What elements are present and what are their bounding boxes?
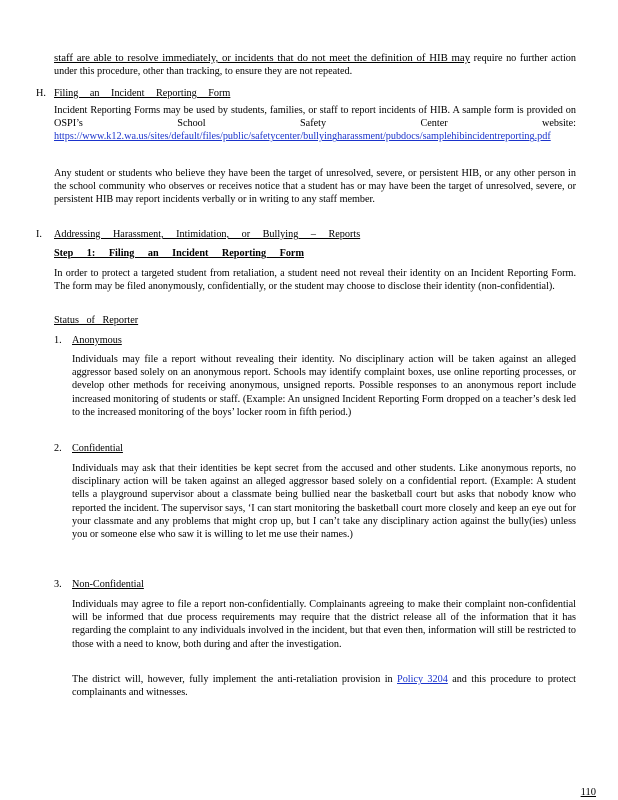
item-2-number: 2. <box>54 443 62 454</box>
step-1-paragraph: In order to protect a targeted student from retaliation, a student need not reveal their identity on an Incident Reporting Form. The form may be filed anonymously, confidentially, or the student may choose to disclose their identity (non-confidential). <box>54 268 576 293</box>
section-i-marker: I. <box>36 229 42 240</box>
item-1-title: Anonymous <box>72 335 122 346</box>
section-h-title: Filing an Incident Reporting Form <box>54 88 231 99</box>
item-2-paragraph: Individuals may ask that their identities be kept secret from the accused and other students. Like anonymous reports, no disciplinary action will be taken against an alleged aggressor based solely on a confidential report. (Example: A student tells a playground supervisor about a classmate being bullied near the basketball court but asks that nobody know who reported the incident. The supervisor says, ‘I can start monitoring the basketball court more closely and keep an eye out for your classmate and any problems that might crop up, but I can’t take any disciplinary action against the bully(ies) unless you or someone else who saw it is willing to let me use their names.) <box>72 463 576 541</box>
page-number: 110 <box>580 787 596 798</box>
item-2-title: Confidential <box>72 443 123 454</box>
carryover-paragraph <box>54 52 576 78</box>
item-3-paragraph-2-post: and this procedure to protect complainants and witnesses. <box>72 674 577 699</box>
section-h-marker: H. <box>36 88 46 99</box>
item-1-number: 1. <box>54 335 62 346</box>
section-h-paragraph-1-text: Incident Reporting Forms may be used by students, families, or staff to report incidents of HIB. A sample form is provided on OSPI’s School Safety Center website: <box>54 105 576 130</box>
status-of-reporter-heading: Status of Reporter <box>54 315 139 326</box>
safety-center-link[interactable]: https://www.k12.wa.us/sites/default/files/public/safetycenter/bullyingharassment/pubdocs/samplehibincidentreporting.pdf <box>54 131 551 143</box>
item-3-paragraph: Individuals may agree to file a report non-confidentially. Complainants agreeing to make their complaint non-confidential will be informed that due process requirements may require that the district release all of the information that it has regarding the complaint to any individuals involved in the incident, but that even then, information will still be restricted to those with a need to know, both during and after the investigation. <box>72 599 576 650</box>
section-i-title: Addressing Harassment, Intimidation, or Bullying – Reports <box>54 229 361 240</box>
section-h-paragraph-1 <box>54 104 576 144</box>
item-3-number: 3. <box>54 579 62 590</box>
section-h-paragraph-2: Any student or students who believe they have been the target of unresolved, severe, or persistent HIB, or any other person in the school community who observes or receives notice that a student has or may have been the target of unresolved, severe, or persistent HIB may report incidents verbally or in writing to any staff member. <box>54 168 576 206</box>
policy-3204-link[interactable]: Policy 3204 <box>397 674 448 685</box>
item-3-paragraph-2-pre: The district will, however, fully implement the anti-retaliation provision in <box>72 674 393 685</box>
carryover-rest: require no further action under this procedure, other than tracking, to ensure they are not repeated. <box>54 53 576 78</box>
carryover-underlined: staff are able to resolve immediately, or incidents that do not meet the definition of HIB may <box>54 52 471 64</box>
step-1-heading: Step 1: Filing an Incident Reporting Form <box>54 248 304 259</box>
item-3-title: Non-Confidential <box>72 579 144 590</box>
item-3-paragraph-2 <box>72 673 576 699</box>
item-1-paragraph: Individuals may file a report without revealing their identity. No disciplinary action will be taken against an alleged aggressor based solely on an anonymous report. Schools may identify complaint boxes, use online reporting processes, or develop other methods for receiving anonymous, unsigned reports. Possible responses to an anonymous report include increased monitoring of students or staff. (Example: An unsigned Incident Reporting Form dropped on a teacher’s desk led to the increased monitoring of the boys’ locker room in fifth period.) <box>72 354 576 418</box>
